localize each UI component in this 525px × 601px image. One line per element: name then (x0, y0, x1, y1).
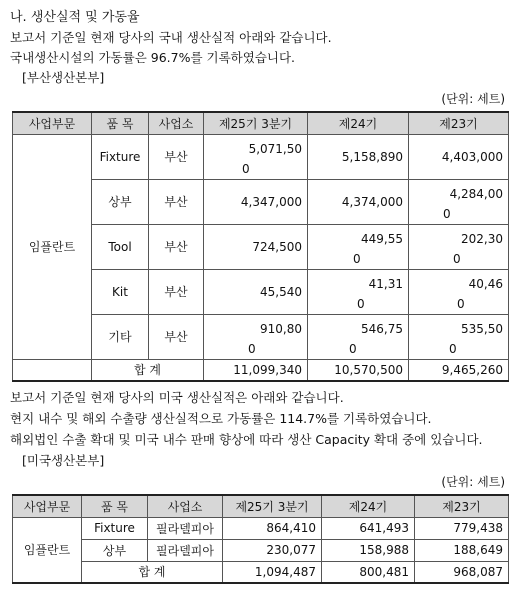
y24-cell: 641,493 (322, 517, 415, 539)
y23-cell: 535,50 0 (409, 314, 509, 359)
y23-cell: 202,30 0 (409, 224, 509, 269)
y24-cell: 4,374,000 (308, 179, 409, 224)
table-row (13, 517, 509, 539)
header-site: 사업소 (149, 112, 204, 134)
y24-cell: 41,31 0 (308, 269, 409, 314)
us-unit-label: (단위: 세트) (441, 475, 505, 489)
item-cell: 상부 (82, 539, 148, 561)
y23-cell: 188,649 (415, 539, 509, 561)
domestic-division-label: [부산생산본부] (22, 70, 105, 85)
total-label: 합 계 (82, 561, 223, 583)
y24-cell: 158,988 (322, 539, 415, 561)
header-y24: 제24기 (322, 495, 415, 517)
total-y24: 800,481 (322, 561, 415, 583)
site-cell: 부산 (149, 314, 204, 359)
total-y23: 9,465,260 (409, 359, 509, 381)
y24-cell: 5,158,890 (308, 134, 409, 179)
q25-cell: 724,500 (204, 224, 308, 269)
total-q25: 11,099,340 (204, 359, 308, 381)
y23-cell: 779,438 (415, 517, 509, 539)
item-cell: 기타 (92, 314, 149, 359)
table-row (13, 134, 509, 179)
table-row (13, 539, 509, 561)
total-y23: 968,087 (415, 561, 509, 583)
q25-cell: 5,071,50 0 (204, 134, 308, 179)
site-cell: 부산 (149, 179, 204, 224)
y24-cell: 546,75 0 (308, 314, 409, 359)
site-cell: 부산 (149, 134, 204, 179)
us-intro-line-3: 해외법인 수출 확대 및 미국 내수 판매 향상에 따라 생산 Capacity 확대 중에 있습니다. (10, 432, 483, 447)
header-y23: 제23기 (415, 495, 509, 517)
domestic-production-table (12, 111, 509, 382)
y23-cell: 4,284,00 0 (409, 179, 509, 224)
q25-cell: 4,347,000 (204, 179, 308, 224)
segment-cell: 임플란트 (13, 134, 92, 359)
header-y24: 제24기 (308, 112, 409, 134)
q25-cell: 910,80 0 (204, 314, 308, 359)
site-cell: 부산 (149, 224, 204, 269)
item-cell: Fixture (92, 134, 149, 179)
header-segment: 사업부문 (13, 495, 82, 517)
site-cell: 부산 (149, 269, 204, 314)
site-cell: 필라델피아 (148, 539, 223, 561)
y23-cell: 40,46 0 (409, 269, 509, 314)
total-row (13, 359, 509, 381)
header-site: 사업소 (148, 495, 223, 517)
us-production-table (12, 494, 509, 584)
header-item: 품 목 (82, 495, 148, 517)
header-y23: 제23기 (409, 112, 509, 134)
item-cell: Tool (92, 224, 149, 269)
total-q25: 1,094,487 (223, 561, 322, 583)
section-title: 나. 생산실적 및 가동율 (10, 10, 140, 25)
y23-cell: 4,403,000 (409, 134, 509, 179)
domestic-intro-line-2: 국내생산시설의 가동률은 96.7%를 기록하였습니다. (10, 50, 296, 65)
header-q25: 제25기 3분기 (204, 112, 308, 134)
y24-cell: 449,55 0 (308, 224, 409, 269)
item-cell: Kit (92, 269, 149, 314)
segment-cell: 임플란트 (13, 517, 82, 583)
item-cell: Fixture (82, 517, 148, 539)
us-intro-line-2: 현지 내수 및 해외 수출량 생산실적으로 가동률은 114.7%를 기록하였습니다. (10, 411, 432, 426)
domestic-intro-line-1: 보고서 기준일 현재 당사의 국내 생산실적 아래와 같습니다. (10, 30, 332, 45)
us-division-label: [미국생산본부] (22, 453, 105, 468)
header-q25: 제25기 3분기 (223, 495, 322, 517)
q25-cell: 864,410 (223, 517, 322, 539)
header-segment: 사업부문 (13, 112, 92, 134)
total-y24: 10,570,500 (308, 359, 409, 381)
item-cell: 상부 (92, 179, 149, 224)
q25-cell: 230,077 (223, 539, 322, 561)
total-label: 합 계 (92, 359, 204, 381)
us-intro-line-1: 보고서 기준일 현재 당사의 미국 생산실적은 아래와 같습니다. (10, 390, 344, 405)
q25-cell: 45,540 (204, 269, 308, 314)
total-row (13, 561, 509, 583)
header-item: 품 목 (92, 112, 149, 134)
site-cell: 필라델피아 (148, 517, 223, 539)
domestic-unit-label: (단위: 세트) (441, 92, 505, 106)
